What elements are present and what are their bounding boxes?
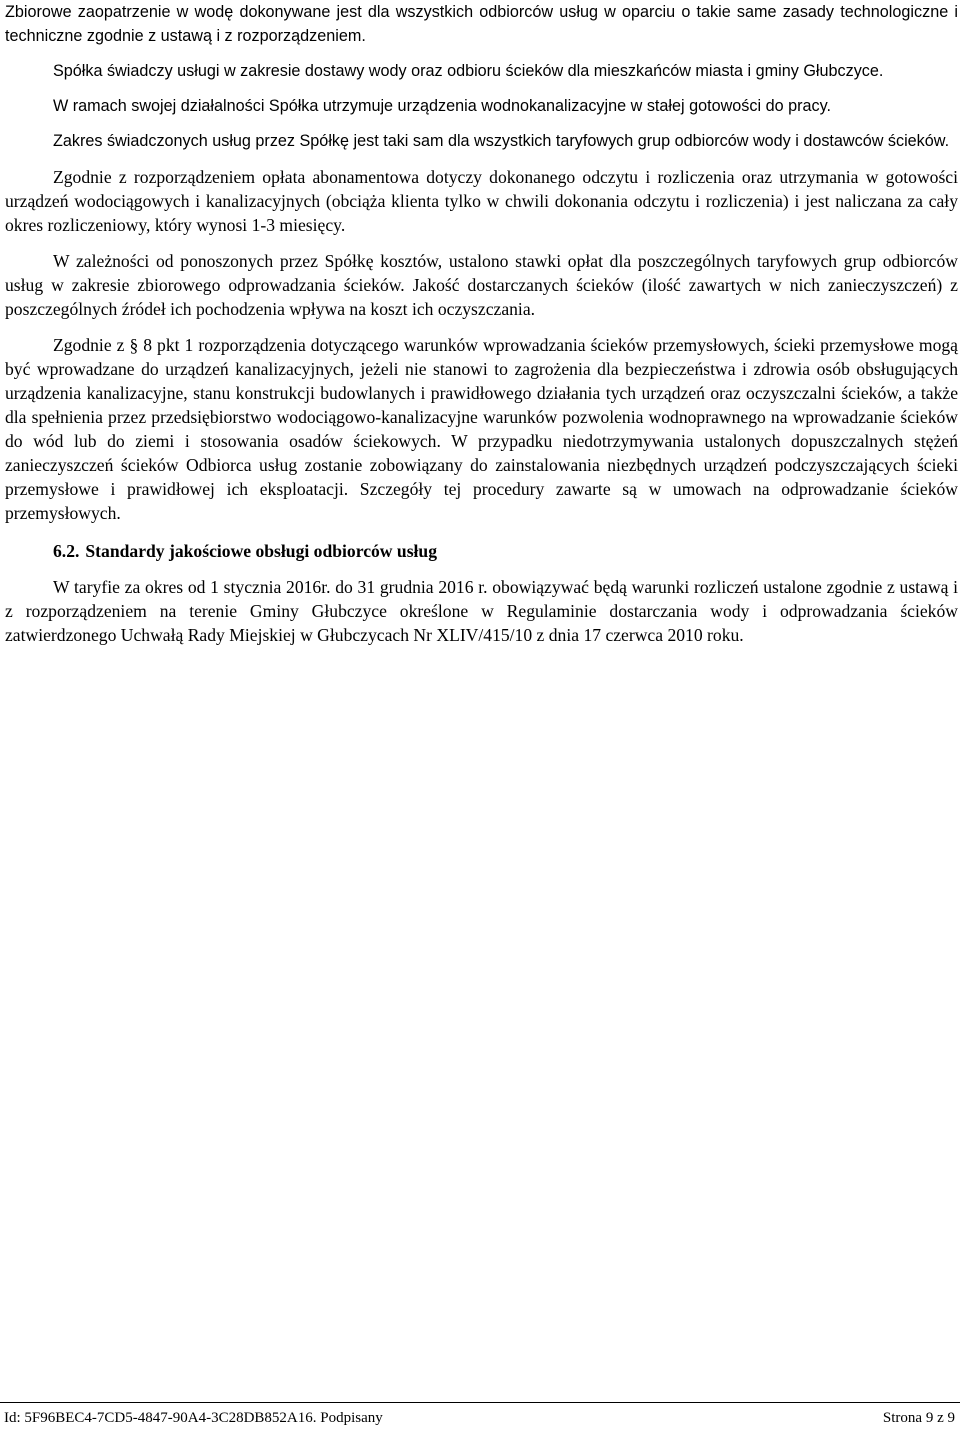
document-body <box>5 0 958 647</box>
paragraph-rate-groups: W zależności od ponoszonych przez Spółkę kosztów, ustalono stawki opłat dla poszczególnych taryfowych grup odbiorców usług w zakresie zbiorowego odprowadzania ścieków. Jakość dostarczanych ścieków (ilość zawartych w nich zanieczyszczeń) z poszczególnych źródeł ich pochodzenia wpływa na koszt ich oczyszczania. <box>5 251 958 319</box>
section-title: Standardy jakościowe obsługi odbiorców usług <box>85 541 438 561</box>
section-number: 6.2. <box>53 541 80 561</box>
paragraph-subscription-fee: Zgodnie z rozporządzeniem opłata abonamentowa dotyczy dokonanego odczytu i rozliczenia oraz utrzymania w gotowości urządzeń wodociągowych i kanalizacyjnych (obciąża klienta tylko w chwili dokonania odczytu i rozliczenia) i jest naliczana za cały okres rozliczeniowy, który wynosi 1-3 miesięcy. <box>5 167 958 235</box>
document-id: Id: 5F96BEC4-7CD5-4847-90A4-3C28DB852A16. Podpisany <box>4 1410 383 1426</box>
section-heading <box>5 539 958 563</box>
paragraph-services-scope: Spółka świadczy usługi w zakresie dostawy wody oraz odbioru ścieków dla mieszkańców miasta i gminy Głubczyce. <box>53 62 884 80</box>
paragraph-water-supply: Zbiorowe zaopatrzenie w wodę dokonywane jest dla wszystkich odbiorców usług w oparciu o takie same zasady technologiczne i techniczne zgodnie z ustawą i z rozporządzeniem. <box>5 3 958 45</box>
page-number: Strona 9 z 9 <box>882 1410 955 1426</box>
paragraph-service-range: Zakres świadczonych usług przez Spółkę jest taki sam dla wszystkich taryfowych grup odbiorców wody i dostawców ścieków. <box>53 132 950 150</box>
paragraph-tariff-period: W taryfie za okres od 1 stycznia 2016r. do 31 grudnia 2016 r. obowiązywać będą warunki rozliczeń ustalone zgodnie z ustawą i z rozporządzeniem na terenie Gminy Głubczyce określone w Regulaminie dostarczania wody i odprowadzania ścieków zatwierdzonego Uchwałą Rady Miejskiej w Głubczycach Nr XLIV/415/10 z dnia 17 czerwca 2010 roku. <box>5 577 958 645</box>
page-footer <box>0 1402 960 1429</box>
paragraph-industrial-sewage: Zgodnie z § 8 pkt 1 rozporządzenia dotyczącego warunków wprowadzania ścieków przemysłowych, ścieki przemysłowe mogą być wprowadzane do urządzeń kanalizacyjnych, jeżeli nie stanowi to zagrożenia dla bezpieczeństwa i zdrowia osób obsługujących urządzenia kanalizacyjne, stanu konstrukcji budowlanych i prawidłowego działania tych urządzeń oraz oczyszczalni ścieków, a także dla spełnienia przez przedsiębiorstwo wodociągowo-kanalizacyjne warunków pozwolenia wodnoprawnego na wprowadzanie ścieków do wód lub do ziemi i stosowania osadów ściekowych. W przypadku niedotrzymywania ustalonych dopuszczalnych stężeń zanieczyszczeń ścieków Odbiorca usług zostanie zobowiązany do zainstalowania niezbędnych urządzeń podczyszczających ścieki przemysłowe i prawidłowej ich eksploatacji. Szczegóły tej procedury zawarte są w umowach na odprowadzanie ścieków przemysłowych. <box>5 335 958 523</box>
paragraph-equipment-readiness: W ramach swojej działalności Spółka utrzymuje urządzenia wodnokanalizacyjne w stałej gotowości do pracy. <box>53 97 831 115</box>
